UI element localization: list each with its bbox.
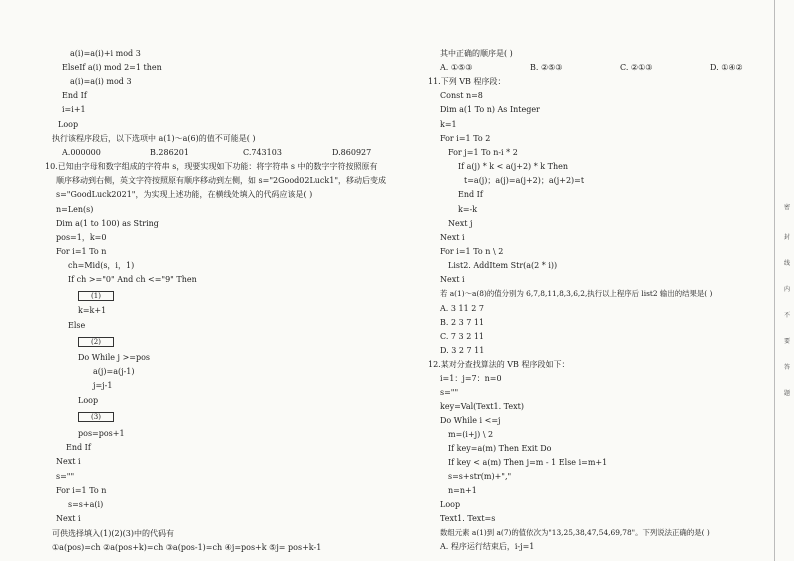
code-line: t=a(j)；a(j)=a(j+2)；a(j+2)=t (464, 176, 585, 185)
seal-char: 封 (784, 234, 791, 241)
question-10-text: 10.已知由字母和数字组成的字符串 s，现要实现如下功能：将字符串 s 中的数字字符按照原有 (45, 162, 378, 171)
question-text: 其中正确的顺序是( ) (440, 49, 513, 58)
code-line: End If (62, 91, 87, 100)
option-c: C.743103 (243, 148, 282, 157)
question-10-text: 顺序移动到右侧，英文字符按照原有顺序移动到左侧，如 s="2Good02Luck1"，移动后变成 (56, 176, 387, 185)
answer-option-c: C. 7 3 2 11 (440, 332, 484, 341)
code-line: k=1 (440, 120, 457, 129)
code-line: m=(i+j) \ 2 (448, 430, 494, 439)
question-10-text: s="GoodLuck2021"，为实现上述功能，在横线处填入的代码应该是( ) (56, 190, 313, 199)
code-line: i=i+1 (62, 105, 86, 114)
question-text: 数组元素 a(1)到 a(7)的值依次为"13,25,38,47,54,69,78"。下列说法正确的是( ) (440, 528, 710, 537)
binding-line (774, 0, 775, 561)
code-line: For i=1 To n (56, 247, 107, 256)
question-text: 若 a(1)～a(8)的值分别为 6,7,8,11,8,3,6,2,执行以上程序后 list2 输出的结果是( ) (440, 289, 713, 298)
code-line: Dim a(1 To n) As Integer (440, 105, 540, 114)
code-line: For i=1 To n \ 2 (440, 247, 504, 256)
code-line: Text1. Text=s (440, 514, 496, 523)
seal-char: 答 (784, 364, 791, 371)
question-text: 可供选择填入(1)(2)(3)中的代码有 (52, 529, 174, 538)
code-line: Next i (56, 514, 81, 523)
code-line: Do While i <=j (440, 416, 501, 425)
code-line: ch=Mid(s，i，1) (68, 261, 135, 270)
code-line: a(i)=a(i)+i mod 3 (70, 49, 141, 58)
code-line: If key=a(m) Then Exit Do (448, 444, 552, 453)
answer-option-a: A. 3 11 2 7 (440, 304, 484, 313)
code-line: Else (68, 321, 86, 330)
option-c: C. ②①③ (620, 63, 653, 72)
question-text: 执行该程序段后，以下选项中 a(1)～a(6)的值不可能是( ) (52, 134, 256, 143)
answer-option-a: A. 程序运行结束后，i-j=1 (440, 542, 535, 551)
code-line: s="" (440, 388, 459, 397)
code-line: Next i (440, 233, 465, 242)
answer-option-b: B. 2 3 7 11 (440, 318, 485, 327)
seal-char: 题 (784, 390, 791, 397)
seal-char: 密 (784, 204, 791, 211)
blank-1 (78, 291, 114, 301)
code-line: ElseIf a(i) mod 2=1 then (62, 63, 162, 72)
seal-char: 线 (784, 260, 791, 267)
seal-char: 不 (784, 312, 791, 319)
question-11-title: 11.下列 VB 程序段： (428, 77, 506, 86)
code-line: Next i (56, 457, 81, 466)
code-line: n=n+1 (448, 486, 477, 495)
code-line: s="" (56, 472, 75, 481)
code-line: a(j)=a(j-1) (93, 367, 135, 376)
blank-box: (2) (78, 337, 114, 347)
blank-3 (78, 412, 114, 422)
question-12-title: 12.某对分查找算法的 VB 程序段如下： (428, 360, 570, 369)
code-line: k=k+1 (78, 306, 107, 315)
option-d: D.860927 (332, 148, 372, 157)
blank-box: (3) (78, 412, 114, 422)
code-line: Loop (58, 120, 79, 129)
code-line: pos=1，k=0 (56, 233, 107, 242)
code-line: Next j (448, 219, 473, 228)
code-line: s=s+str(m)+"," (448, 472, 512, 481)
code-line: Const n=8 (440, 91, 483, 100)
code-line: For i=1 To n (56, 486, 107, 495)
code-line: End If (66, 443, 91, 452)
code-line: j=j-1 (93, 381, 113, 390)
seal-char: 内 (784, 286, 791, 293)
code-line: Next i (440, 275, 465, 284)
option-d: D. ①④② (710, 63, 743, 72)
code-line: k=-k (458, 205, 478, 214)
code-line: End If (458, 190, 483, 199)
option-a: A.000000 (62, 148, 101, 157)
blank-2 (78, 337, 114, 347)
code-line: key=Val(Text1. Text) (440, 402, 524, 411)
code-line: If key < a(m) Then j=m - 1 Else i=m+1 (448, 458, 608, 467)
code-line: a(i)=a(i) mod 3 (70, 77, 132, 86)
code-line: n=Len(s) (56, 205, 94, 214)
code-line: List2. AddItem Str(a(2 * i)) (448, 261, 558, 270)
blank-box: (1) (78, 291, 114, 301)
code-line: Dim a(1 to 100) as String (56, 219, 159, 228)
code-line: i=1：j=7：n=0 (440, 374, 502, 383)
answer-option-d: D. 3 2 7 11 (440, 346, 485, 355)
code-line: For j=1 To n-i * 2 (448, 148, 518, 157)
seal-char: 要 (784, 338, 791, 345)
option-b: B. ②⑤③ (530, 63, 563, 72)
code-line: If ch >="0" And ch <="9" Then (68, 275, 197, 284)
option-a: A. ①⑤③ (440, 63, 473, 72)
seal-column (784, 0, 794, 561)
option-b: B.286201 (150, 148, 189, 157)
code-line: s=s+a(i) (68, 500, 104, 509)
code-line: Loop (440, 500, 461, 509)
code-line: Loop (78, 396, 99, 405)
code-line: pos=pos+1 (78, 429, 125, 438)
code-line: Do While j >=pos (78, 353, 151, 362)
code-line: For i=1 To 2 (440, 134, 491, 143)
choice-list: ①a(pos)=ch ②a(pos+k)=ch ③a(pos-1)=ch ④j=pos+k ⑤j= pos+k-1 (52, 543, 322, 552)
code-line: If a(j) * k < a(j+2) * k Then (458, 162, 569, 171)
